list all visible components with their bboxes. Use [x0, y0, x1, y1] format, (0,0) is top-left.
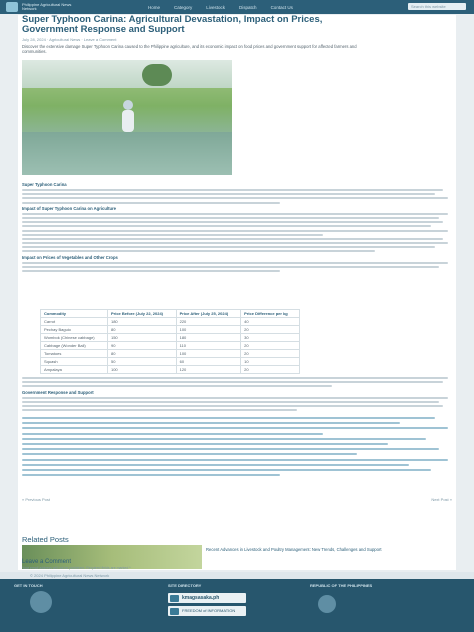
reference-link[interactable] [22, 464, 409, 466]
table-row: Squash 50 60 10 [41, 358, 300, 366]
previous-post-link[interactable]: « Previous Post [22, 497, 51, 502]
foi-icon [170, 608, 179, 615]
reference-link[interactable] [22, 417, 435, 419]
article-card [18, 15, 456, 570]
reference-link[interactable] [22, 469, 431, 471]
foi-badge[interactable]: FREEDOM of INFORMATION [168, 606, 246, 616]
nav-item-home[interactable]: Home [148, 4, 161, 10]
table-row: Carrot 180 220 40 [41, 318, 300, 326]
related-post-link[interactable]: Recent Advances in Livestock and Poultry Management: New Trends, Challenges and Support [206, 547, 382, 552]
reference-link[interactable] [22, 474, 280, 476]
table-row: Pechay Baguio 80 100 20 [41, 326, 300, 334]
article-body-continued [22, 377, 452, 413]
footer-col-republic [310, 583, 372, 590]
table-header: Commodity [41, 310, 108, 318]
article-byline: July 28, 2024 · Agricultural News · Leave a Comment [22, 37, 117, 42]
reference-link[interactable] [22, 453, 357, 455]
nav-item-livestock[interactable]: Livestock [206, 4, 226, 10]
table-header: Price Before (July 22, 2024) [107, 310, 176, 318]
table-row: Ampalaya 100 120 20 [41, 366, 300, 374]
nav-item-dispatch[interactable]: Dispatch [239, 4, 257, 10]
section-heading: Government Response and Support [22, 389, 94, 395]
footer-heading: SITE DIRECTORY [168, 583, 202, 588]
agency-seal-icon [30, 591, 52, 613]
table-row: Wombok (Chinese cabbage) 150 180 30 [41, 334, 300, 342]
reference-link[interactable] [22, 459, 448, 461]
next-post-link[interactable]: Next Post » [431, 497, 452, 502]
reference-link[interactable] [22, 448, 439, 450]
main-nav [148, 5, 293, 10]
copyright-strip: © 2024 Philippine Agricultural News Network [0, 572, 474, 579]
top-navigation-bar [0, 0, 474, 14]
article-title: Super Typhoon Carina: Agricultural Devastation, Impact on Prices, Government Response and Support [22, 14, 323, 35]
footer-col-contact [14, 583, 43, 590]
comment-heading: Leave a Comment [22, 559, 72, 565]
reference-link[interactable] [22, 433, 323, 435]
comment-note: Your email address will not be published. Required fields are marked * [22, 566, 131, 570]
post-pager [22, 497, 452, 502]
price-table [40, 309, 300, 374]
article-intro: Discover the extensive damage Super Typhoon Carina caused to the Philippine agriculture, and its economic impact on food prices and government support for affected farmers and communities. [22, 44, 357, 54]
government-seal-icon [318, 595, 336, 613]
table-header: Price Difference per kg [241, 310, 300, 318]
reference-links [22, 417, 452, 479]
footer-col-directory [168, 583, 201, 590]
kmagsasaka-badge[interactable]: kmagsasaka.ph [168, 593, 246, 603]
section-heading: Super Typhoon Carina [22, 182, 67, 187]
section-heading: Impact on Prices of Vegetables and Other Crops [22, 254, 118, 260]
nav-item-contact[interactable]: Contact Us [270, 4, 293, 10]
hero-image-farmer-in-rice-field [22, 60, 232, 175]
reference-link[interactable] [22, 422, 400, 424]
related-posts-heading: Related Posts [22, 535, 69, 544]
reference-link[interactable] [22, 443, 388, 445]
table-header: Price After (July 25, 2024) [176, 310, 241, 318]
search-input[interactable]: Search this website [408, 3, 466, 10]
site-footer [0, 579, 474, 632]
site-brand[interactable]: Philippine Agricultural News Network [22, 2, 72, 11]
table-row: Tomatoes 80 100 20 [41, 350, 300, 358]
section-heading: Impact of Super Typhoon Carina on Agriculture [22, 205, 116, 211]
footer-heading: REPUBLIC OF THE PHILIPPINES [310, 583, 373, 588]
site-logo[interactable] [6, 2, 18, 12]
footer-heading: GET IN TOUCH [14, 583, 43, 588]
table-row: Cabbage (Wonder Ball) 90 110 20 [41, 342, 300, 350]
kmagsasaka-icon [170, 595, 179, 602]
reference-link[interactable] [22, 427, 448, 429]
article-body [22, 180, 452, 274]
nav-item-category[interactable]: Category [174, 4, 193, 10]
reference-link[interactable] [22, 438, 426, 440]
